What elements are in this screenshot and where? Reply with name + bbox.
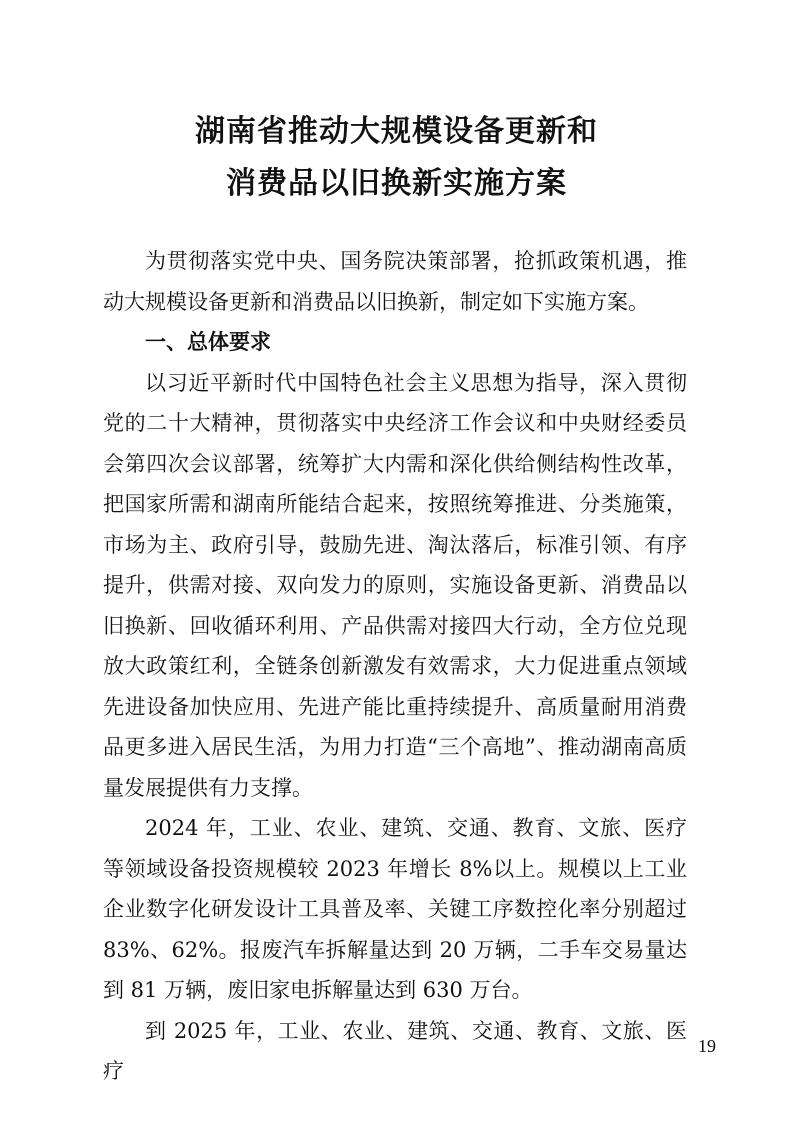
targets-2025-paragraph: 到 2025 年，工业、农业、建筑、交通、教育、文旅、医疗 [103,1018,687,1083]
guiding-principles-paragraph: 以习近平新时代中国特色社会主义思想为指导，深入贯彻党的二十大精神，贯彻落实中央经济工作会议和中央财经委员会第四次会议部署，统筹扩大内需和深化供给侧结构性改革，把国家所需和湖南所能结合起来，按照统筹推进、分类施策，市场为主、政府引导，鼓励先进、淘汰落后，标准引领、有序提升，供需对接、双向发力的原则，实施设备更新、消费品以旧换新、回收循环利用、产品供需对接四大行动，全方位兑现放大政策红利，全链条创新激发有效需求，大力促进重点领域先进设备加快应用、先进产能比重持续提升、高质量耐用消费品更多进入居民生活，为用力打造“三个高地”、推动湖南高质量发展提供有力支撑。 [103,370,687,800]
document-title-line-1: 湖南省推动大规模设备更新和 [195,114,598,149]
document-body [103,241,687,1092]
targets-2024-paragraph: 2024 年，工业、农业、建筑、交通、教育、文旅、医疗等领域设备投资规模较 2023 年增长 8%以上。规模以上工业企业数字化研发设计工具普及率、关键工序数控化率分别超过 83%、62%。报废汽车拆解量达到 20 万辆，二手车交易量达到 81 万辆，废旧家电拆解量达到 630 万台。 [103,816,687,1002]
intro-paragraph: 为贯彻落实党中央、国务院决策部署，抢抓政策机遇，推动大规模设备更新和消费品以旧换新，制定如下实施方案。 [103,249,687,314]
section-heading-general-requirements: 一、总体要求 [145,330,271,354]
document-title-line-2: 消费品以旧换新实施方案 [226,166,567,201]
page-number: 19 [698,1036,716,1056]
